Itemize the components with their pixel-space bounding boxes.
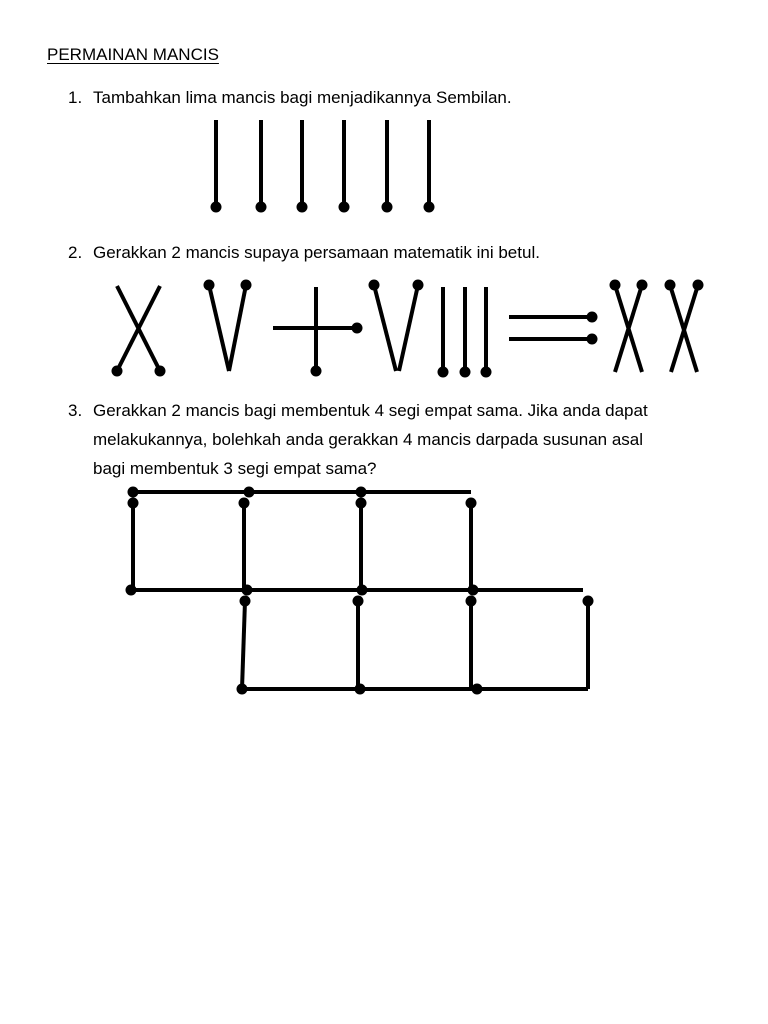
question-3-text-line-1: Gerakkan 2 mancis bagi membentuk 4 segi empat sama. Jika anda dapat xyxy=(93,401,648,420)
matchstick xyxy=(583,596,594,690)
matchstick xyxy=(242,585,363,596)
equals-sign xyxy=(509,312,598,345)
question-2-number: 2. xyxy=(68,243,83,262)
question-2-text: Gerakkan 2 mancis supaya persamaan matematik ini betul. xyxy=(93,243,540,262)
question-3-text-line-2: melakukannya, bolehkah anda gerakkan 4 mancis darpada susunan asal xyxy=(93,430,644,449)
matchstick xyxy=(297,120,308,213)
question-3-number: 3. xyxy=(68,401,83,420)
matchstick xyxy=(211,120,222,213)
matchstick xyxy=(424,120,435,213)
matchstick xyxy=(357,585,474,596)
numeral-x xyxy=(112,286,166,377)
matchstick xyxy=(472,684,589,695)
question-3 xyxy=(68,396,728,483)
question-1-number: 1. xyxy=(68,88,83,107)
matchstick xyxy=(339,120,350,213)
numeral-x xyxy=(665,280,704,373)
matchstick xyxy=(128,498,139,591)
numeral-viii xyxy=(369,280,492,378)
matchstick xyxy=(356,487,472,498)
question-2 xyxy=(68,238,728,267)
matchstick xyxy=(256,120,267,213)
matchstick xyxy=(244,487,362,498)
puzzle-3-grid xyxy=(126,487,594,695)
question-1-text: Tambahkan lima mancis bagi menjadikannya Sembilan. xyxy=(93,88,512,107)
matchstick xyxy=(240,596,251,690)
matchstick xyxy=(382,120,393,213)
matchstick xyxy=(468,585,584,596)
matchstick xyxy=(466,498,477,591)
matchstick xyxy=(126,585,248,596)
matchstick xyxy=(237,684,361,695)
question-3-text-line-3: bagi membentuk 3 segi empat sama? xyxy=(93,459,377,478)
matchstick xyxy=(128,487,250,498)
puzzle-2-equation xyxy=(112,280,704,378)
matchstick xyxy=(355,684,478,695)
matchstick xyxy=(239,498,250,591)
plus-sign xyxy=(273,287,363,377)
matchstick xyxy=(466,596,477,690)
numeral-x xyxy=(610,280,648,373)
puzzle-1-matchsticks xyxy=(211,120,435,213)
matchstick xyxy=(353,596,364,690)
matchstick xyxy=(356,498,367,591)
numeral-v xyxy=(204,280,252,372)
worksheet-title: PERMAINAN MANCIS xyxy=(47,45,219,64)
